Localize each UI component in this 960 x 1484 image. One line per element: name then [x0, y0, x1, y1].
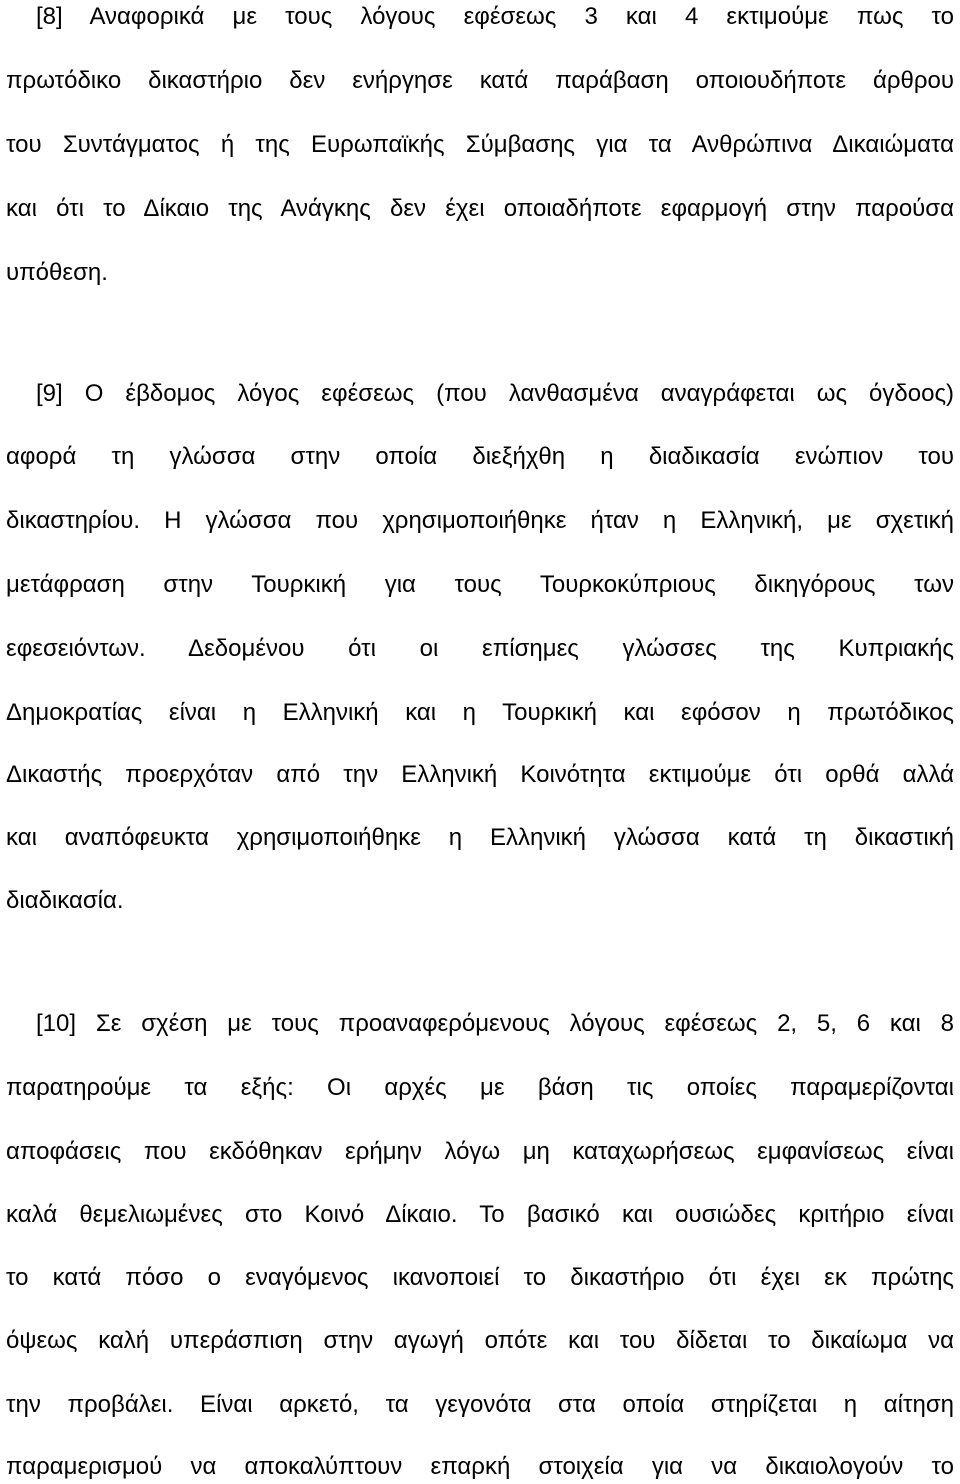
text-line: δικαστηρίου. Η γλώσσα που χρησιμοποιήθηκε ήταν η Ελληνική, με σχετική: [6, 507, 954, 534]
text-line: την προβάλει. Είναι αρκετό, τα γεγονότα στα οποία στηρίζεται η αίτηση: [6, 1391, 954, 1418]
text-line: αποφάσεις που εκδόθηκαν ερήμην λόγω μη καταχωρήσεως εμφανίσεως είναι: [6, 1138, 954, 1165]
text-line: το κατά πόσο ο εναγόμενος ικανοποιεί το δικαστήριο ότι έχει εκ πρώτης: [6, 1264, 954, 1291]
text-line: [10] Σε σχέση με τους προαναφερόμενους λόγους εφέσεως 2, 5, 6 και 8: [36, 1010, 954, 1037]
text-line: παραμερισμού να αποκαλύπτουν επαρκή στοιχεία για να δικαιολογούν το: [6, 1453, 954, 1480]
text-line: παρατηρούμε τα εξής: Οι αρχές με βάση τις οποίες παραμερίζονται: [6, 1074, 954, 1101]
text-line: [9] Ο έβδομος λόγος εφέσεως (που λανθασμένα αναγράφεται ως όγδοος): [36, 380, 954, 407]
text-line: Δικαστής προερχόταν από την Ελληνική Κοινότητα εκτιμούμε ότι ορθά αλλά: [6, 761, 954, 788]
text-line: [8] Αναφορικά με τους λόγους εφέσεως 3 και 4 εκτιμούμε πως το: [36, 3, 954, 30]
text-line: Δημοκρατίας είναι η Ελληνική και η Τουρκική και εφόσον η πρωτόδικος: [6, 699, 954, 726]
text-line: μετάφραση στην Τουρκική για τους Τουρκοκύπριους δικηγόρους των: [6, 571, 954, 598]
text-line: διαδικασία.: [6, 887, 124, 914]
text-line: και αναπόφευκτα χρησιμοποιήθηκε η Ελληνική γλώσσα κατά τη δικαστική: [6, 824, 954, 851]
text-line: και ότι το Δίκαιο της Ανάγκης δεν έχει οποιαδήποτε εφαρμογή στην παρούσα: [6, 195, 954, 222]
text-line: καλά θεμελιωμένες στο Κοινό Δίκαιο. Το βασικό και ουσιώδες κριτήριο είναι: [6, 1201, 954, 1228]
text-line: αφορά τη γλώσσα στην οποία διεξήχθη η διαδικασία ενώπιον του: [6, 443, 954, 470]
text-line: όψεως καλή υπεράσπιση στην αγωγή οπότε και του δίδεται το δικαίωμα να: [6, 1327, 954, 1354]
text-line: του Συντάγματος ή της Ευρωπαϊκής Σύμβασης για τα Ανθρώπινα Δικαιώματα: [6, 131, 954, 158]
text-line: υπόθεση.: [6, 259, 108, 286]
text-line: πρωτόδικο δικαστήριο δεν ενήργησε κατά παράβαση οποιουδήποτε άρθρου: [6, 67, 954, 94]
text-line: εφεσειόντων. Δεδομένου ότι οι επίσημες γλώσσες της Κυπριακής: [6, 635, 954, 662]
